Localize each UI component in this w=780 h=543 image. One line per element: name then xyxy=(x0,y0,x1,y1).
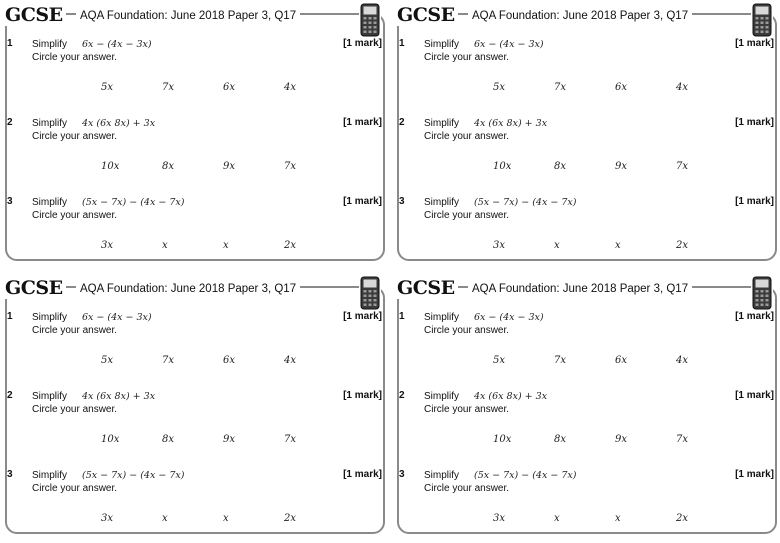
worksheet-card xyxy=(0,273,390,543)
question-number: 2 xyxy=(7,390,13,401)
question-instruction: Circle your answer. xyxy=(32,483,118,494)
answer-choice[interactable]: 8x xyxy=(554,161,567,172)
question-text xyxy=(424,390,547,416)
question-text xyxy=(32,196,184,222)
answer-choice[interactable]: x xyxy=(615,513,621,524)
question-mark: [1 mark] xyxy=(343,390,382,401)
question-instruction: Circle your answer. xyxy=(32,210,118,221)
answer-choice[interactable]: 4x xyxy=(284,355,297,366)
question-mark: [1 mark] xyxy=(343,196,382,207)
question-number: 2 xyxy=(399,117,405,128)
answer-choice[interactable]: 3x xyxy=(493,240,506,251)
answer-choice[interactable]: 7x xyxy=(554,82,567,93)
question-text xyxy=(424,311,544,337)
question-instruction: Circle your answer. xyxy=(32,404,118,415)
question-mark: [1 mark] xyxy=(343,311,382,322)
answer-choice[interactable]: 4x xyxy=(676,355,689,366)
answer-choice[interactable]: 7x xyxy=(676,434,689,445)
question-number: 1 xyxy=(399,311,405,322)
simplify-label: Simplify xyxy=(32,39,68,50)
answer-choice[interactable]: 5x xyxy=(493,355,506,366)
question-instruction: Circle your answer. xyxy=(424,404,510,415)
answer-choice[interactable]: 8x xyxy=(554,434,567,445)
answer-choice[interactable]: 10x xyxy=(101,434,120,445)
answer-choice[interactable]: 7x xyxy=(284,161,297,172)
question-expression: (5x − 7x) − (4x − 7x) xyxy=(82,197,185,208)
question-text xyxy=(32,469,184,495)
question-instruction: Circle your answer. xyxy=(32,52,118,63)
question-expression: (5x − 7x) − (4x − 7x) xyxy=(82,470,185,481)
simplify-label: Simplify xyxy=(32,391,68,402)
answer-choice[interactable]: 8x xyxy=(162,161,175,172)
answer-choice[interactable]: 2x xyxy=(676,513,689,524)
answer-choice[interactable]: 6x xyxy=(223,82,236,93)
answer-choice[interactable]: 10x xyxy=(493,434,512,445)
gcse-logo: GCSE xyxy=(396,277,458,299)
answer-choice[interactable]: 9x xyxy=(615,434,628,445)
answer-choice[interactable]: 6x xyxy=(615,82,628,93)
answer-choice[interactable]: 4x xyxy=(676,82,689,93)
question-mark: [1 mark] xyxy=(735,311,774,322)
question-mark: [1 mark] xyxy=(735,390,774,401)
question-number: 3 xyxy=(7,469,13,480)
answer-choice[interactable]: 8x xyxy=(162,434,175,445)
question-expression: 6x − (4x − 3x) xyxy=(474,312,544,323)
card-title: AQA Foundation: June 2018 Paper 3, Q17 xyxy=(76,8,300,24)
question-expression: 6x − (4x − 3x) xyxy=(82,312,152,323)
answer-choice[interactable]: x xyxy=(162,513,168,524)
simplify-label: Simplify xyxy=(424,197,460,208)
question-expression: 4x (6x 8x) + 3x xyxy=(82,118,156,129)
question-expression: 4x (6x 8x) + 3x xyxy=(474,391,548,402)
answer-choice[interactable]: 7x xyxy=(284,434,297,445)
question-instruction: Circle your answer. xyxy=(424,131,510,142)
question-text xyxy=(32,117,155,143)
answer-choice[interactable]: 5x xyxy=(493,82,506,93)
answer-choice[interactable]: 7x xyxy=(162,82,175,93)
simplify-label: Simplify xyxy=(424,470,460,481)
simplify-label: Simplify xyxy=(424,312,460,323)
answer-choice[interactable]: 3x xyxy=(493,513,506,524)
question-number: 3 xyxy=(399,469,405,480)
worksheet-card xyxy=(0,0,390,270)
question-expression: (5x − 7x) − (4x − 7x) xyxy=(474,470,577,481)
simplify-label: Simplify xyxy=(32,470,68,481)
question-number: 3 xyxy=(399,196,405,207)
answer-choice[interactable]: 6x xyxy=(615,355,628,366)
card-title: AQA Foundation: June 2018 Paper 3, Q17 xyxy=(468,8,692,24)
gcse-logo: GCSE xyxy=(4,4,66,26)
answer-choice[interactable]: x xyxy=(223,513,229,524)
answer-choice[interactable]: 9x xyxy=(223,434,236,445)
answer-choice[interactable]: x xyxy=(615,240,621,251)
answer-choice[interactable]: 5x xyxy=(101,82,114,93)
simplify-label: Simplify xyxy=(32,197,68,208)
answer-choice[interactable]: 9x xyxy=(615,161,628,172)
question-text xyxy=(424,469,576,495)
question-number: 1 xyxy=(7,311,13,322)
question-number: 1 xyxy=(399,38,405,49)
gcse-logo: GCSE xyxy=(396,4,458,26)
answer-choice[interactable]: 10x xyxy=(493,161,512,172)
calculator-icon xyxy=(359,276,381,310)
answer-choice[interactable]: 9x xyxy=(223,161,236,172)
calculator-icon xyxy=(751,3,773,37)
question-text xyxy=(32,311,152,337)
question-number: 1 xyxy=(7,38,13,49)
question-mark: [1 mark] xyxy=(735,38,774,49)
answer-choice[interactable]: 3x xyxy=(101,240,114,251)
answer-choice[interactable]: 6x xyxy=(223,355,236,366)
answer-choice[interactable]: 2x xyxy=(676,240,689,251)
question-text xyxy=(424,38,544,64)
question-number: 3 xyxy=(7,196,13,207)
answer-choice[interactable]: 2x xyxy=(284,240,297,251)
gcse-logo: GCSE xyxy=(4,277,66,299)
answer-choice[interactable]: 7x xyxy=(554,355,567,366)
question-text xyxy=(32,38,152,64)
answer-choice[interactable]: x xyxy=(554,513,560,524)
question-mark: [1 mark] xyxy=(343,117,382,128)
calculator-icon xyxy=(751,276,773,310)
worksheet-card xyxy=(392,0,780,270)
question-text xyxy=(424,196,576,222)
question-expression: 6x − (4x − 3x) xyxy=(474,39,544,50)
simplify-label: Simplify xyxy=(424,391,460,402)
question-text xyxy=(424,117,547,143)
question-instruction: Circle your answer. xyxy=(424,52,510,63)
question-instruction: Circle your answer. xyxy=(32,131,118,142)
worksheet-card xyxy=(392,273,780,543)
question-mark: [1 mark] xyxy=(735,469,774,480)
simplify-label: Simplify xyxy=(424,118,460,129)
answer-choice[interactable]: x xyxy=(554,240,560,251)
answer-choice[interactable]: 7x xyxy=(162,355,175,366)
simplify-label: Simplify xyxy=(32,118,68,129)
card-title: AQA Foundation: June 2018 Paper 3, Q17 xyxy=(76,281,300,297)
question-expression: (5x − 7x) − (4x − 7x) xyxy=(474,197,577,208)
question-instruction: Circle your answer. xyxy=(424,325,510,336)
question-mark: [1 mark] xyxy=(343,469,382,480)
question-number: 2 xyxy=(399,390,405,401)
question-number: 2 xyxy=(7,117,13,128)
calculator-icon xyxy=(359,3,381,37)
question-mark: [1 mark] xyxy=(343,38,382,49)
question-text xyxy=(32,390,155,416)
question-expression: 6x − (4x − 3x) xyxy=(82,39,152,50)
answer-choice[interactable]: 10x xyxy=(101,161,120,172)
answer-choice[interactable]: 4x xyxy=(284,82,297,93)
card-title: AQA Foundation: June 2018 Paper 3, Q17 xyxy=(468,281,692,297)
answer-choice[interactable]: 2x xyxy=(284,513,297,524)
question-expression: 4x (6x 8x) + 3x xyxy=(82,391,156,402)
question-mark: [1 mark] xyxy=(735,196,774,207)
answer-choice[interactable]: 7x xyxy=(676,161,689,172)
answer-choice[interactable]: x xyxy=(223,240,229,251)
question-instruction: Circle your answer. xyxy=(424,483,510,494)
simplify-label: Simplify xyxy=(32,312,68,323)
question-instruction: Circle your answer. xyxy=(32,325,118,336)
question-expression: 4x (6x 8x) + 3x xyxy=(474,118,548,129)
answer-choice[interactable]: x xyxy=(162,240,168,251)
answer-choice[interactable]: 5x xyxy=(101,355,114,366)
question-mark: [1 mark] xyxy=(735,117,774,128)
question-instruction: Circle your answer. xyxy=(424,210,510,221)
simplify-label: Simplify xyxy=(424,39,460,50)
answer-choice[interactable]: 3x xyxy=(101,513,114,524)
